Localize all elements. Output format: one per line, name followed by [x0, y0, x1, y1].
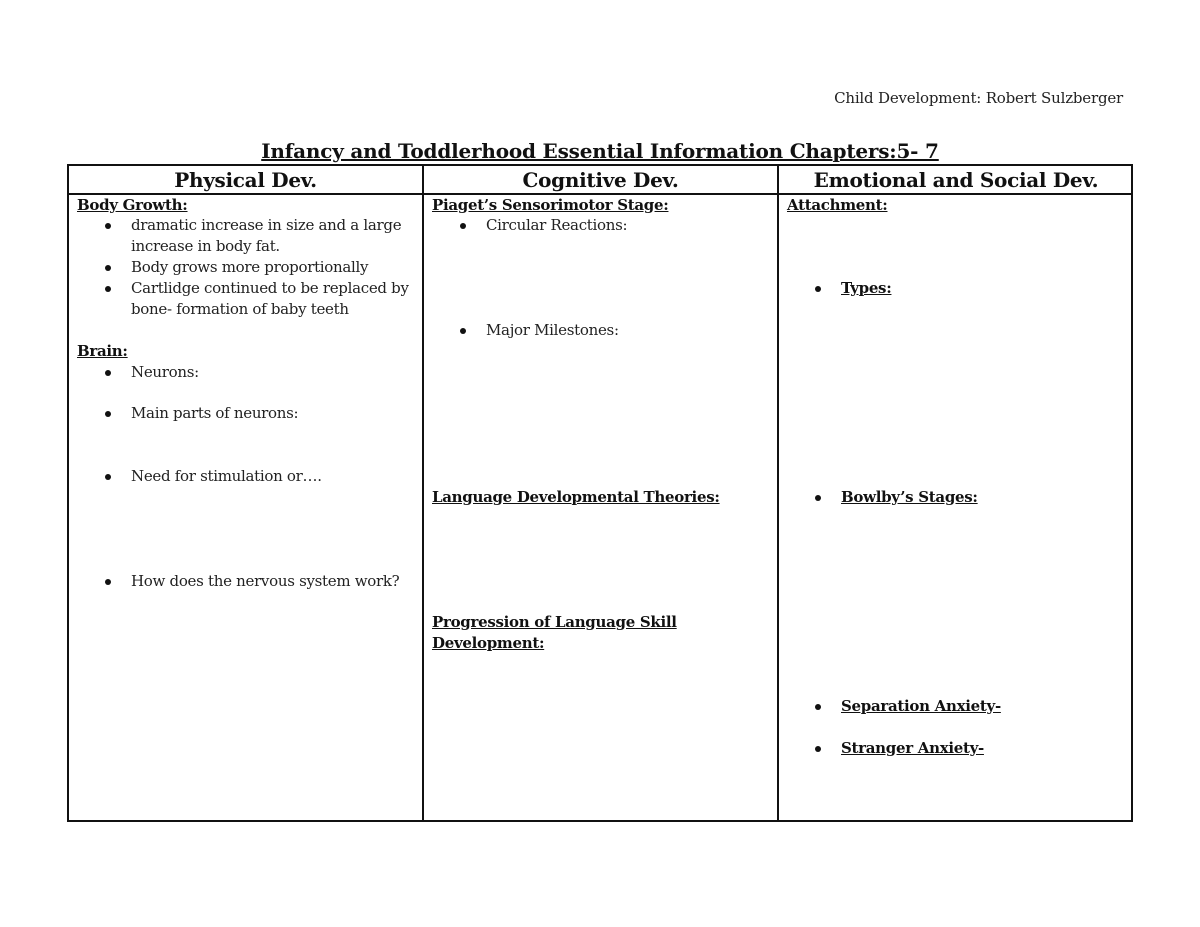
- bullet: [105, 411, 111, 417]
- bullet: [105, 474, 111, 480]
- list-item: Separation Anxiety-: [841, 697, 1001, 715]
- list-item-continuation: bone- formation of baby teeth: [131, 300, 349, 318]
- piaget-label: Piaget’s Sensorimotor Stage:: [432, 196, 669, 214]
- bullet: [815, 286, 821, 292]
- progression-label-continuation: Development:: [432, 634, 545, 652]
- body-growth-label: Body Growth:: [77, 196, 188, 214]
- bullet: [105, 223, 111, 229]
- language-theories-label: Language Developmental Theories:: [432, 488, 720, 506]
- progression-label: Progression of Language Skill: [432, 613, 677, 631]
- list-item: Major Milestones:: [486, 321, 619, 339]
- bullet: [105, 370, 111, 376]
- column-divider-2: [777, 166, 779, 820]
- list-item: Body grows more proportionally: [131, 258, 369, 276]
- list-item: Stranger Anxiety-: [841, 739, 984, 757]
- column-divider-1: [422, 166, 424, 820]
- list-item: Cartlidge continued to be replaced by: [131, 279, 409, 297]
- list-item: Neurons:: [131, 363, 199, 381]
- list-item: Bowlby’s Stages:: [841, 488, 978, 506]
- bullet: [460, 223, 466, 229]
- bullet: [460, 328, 466, 334]
- bullet: [815, 746, 821, 752]
- list-item: Circular Reactions:: [486, 216, 628, 234]
- bullet: [105, 265, 111, 271]
- list-item: dramatic increase in size and a large: [131, 216, 402, 234]
- list-item-continuation: increase in body fat.: [131, 237, 280, 255]
- bullet: [105, 286, 111, 292]
- list-item: Main parts of neurons:: [131, 404, 299, 422]
- page-title: Infancy and Toddlerhood Essential Information Chapters:5- 7: [261, 139, 939, 163]
- bullet: [815, 704, 821, 710]
- info-table: [67, 164, 1133, 822]
- list-item: Types:: [841, 279, 892, 297]
- bullet: [815, 495, 821, 501]
- brain-label: Brain:: [77, 342, 128, 360]
- physical-heading: Physical Dev.: [174, 168, 317, 192]
- list-item: Need for stimulation or….: [131, 467, 322, 485]
- cognitive-heading: Cognitive Dev.: [522, 168, 679, 192]
- bullet: [105, 579, 111, 585]
- attachment-label: Attachment:: [787, 196, 888, 214]
- list-item: How does the nervous system work?: [131, 572, 400, 590]
- course-header: Child Development: Robert Sulzberger: [834, 89, 1123, 107]
- emotional-heading: Emotional and Social Dev.: [813, 168, 1099, 192]
